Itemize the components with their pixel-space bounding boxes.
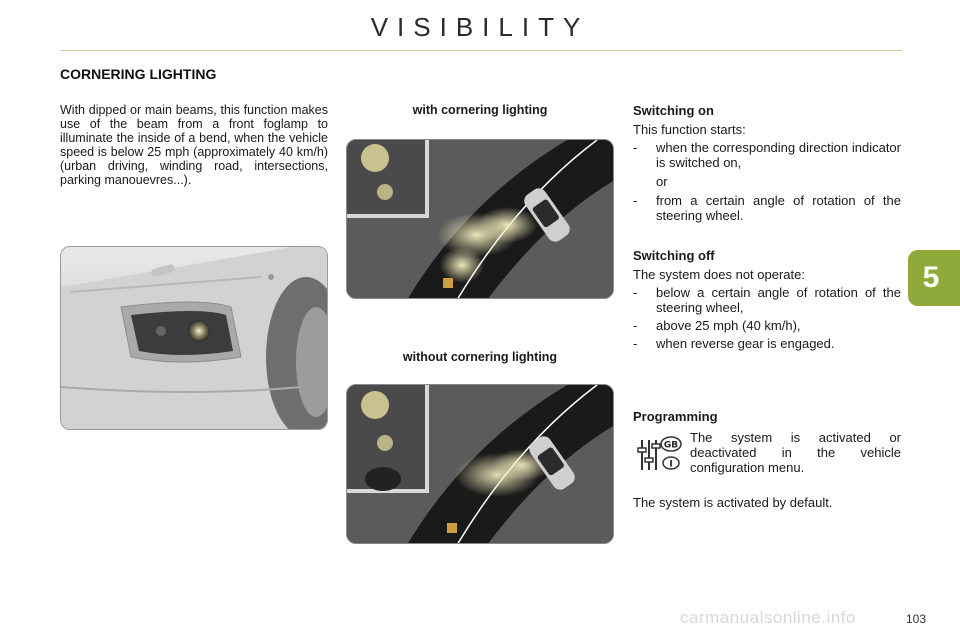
switching-on-list xyxy=(633,140,901,170)
switching-on-section xyxy=(633,103,901,226)
title-divider xyxy=(60,50,902,51)
illustration-with-cornering xyxy=(346,139,614,299)
watermark: carmanualsonline.info xyxy=(680,608,856,627)
programming-default: The system is activated by default. xyxy=(633,495,833,510)
switching-on-list-2 xyxy=(633,193,901,223)
or-text: or xyxy=(656,174,668,189)
switching-on-heading: Switching on xyxy=(633,103,714,118)
section-heading: CORNERING LIGHTING xyxy=(60,66,217,82)
caption-with-cornering: with cornering lighting xyxy=(412,103,548,117)
list-item: - from a certain angle of rotation of the steering wheel. xyxy=(633,193,901,223)
switching-off-lead: The system does not operate: xyxy=(633,267,805,282)
programming-heading: Programming xyxy=(633,409,718,424)
switching-off-section xyxy=(633,248,901,354)
chapter-tab[interactable]: 5 xyxy=(908,250,960,306)
switching-off-heading: Switching off xyxy=(633,248,715,263)
i-badge: I xyxy=(669,459,673,470)
programming-text: The system is activated or deactivated in the vehicle configuration menu. xyxy=(690,430,901,475)
caption-without-cornering: without cornering lighting xyxy=(402,350,558,364)
list-item: - above 25 mph (40 km/h), xyxy=(633,318,901,333)
illustration-without-cornering xyxy=(346,384,614,544)
programming-section xyxy=(633,409,901,510)
list-item: - when the corresponding direction indicator is switched on, xyxy=(633,140,901,170)
gb-badge: GB xyxy=(663,440,679,451)
list-item: - below a certain angle of rotation of the steering wheel, xyxy=(633,285,901,315)
intro-paragraph: With dipped or main beams, this function makes use of the beam from a front foglamp to illuminate the inside of a bend, when the vehicle speed is below 25 mph (approximately 40 km/h) (urban driving, winding road, intersections, parking manouevres...). xyxy=(60,103,328,187)
switching-off-list xyxy=(633,285,901,351)
page-title: VISIBILITY xyxy=(370,12,590,42)
settings-sliders-icon xyxy=(637,434,685,474)
foglamp-photo xyxy=(60,246,328,430)
page-number: 103 xyxy=(906,612,927,626)
list-item: - when reverse gear is engaged. xyxy=(633,336,901,351)
switching-on-lead: This function starts: xyxy=(633,122,746,137)
